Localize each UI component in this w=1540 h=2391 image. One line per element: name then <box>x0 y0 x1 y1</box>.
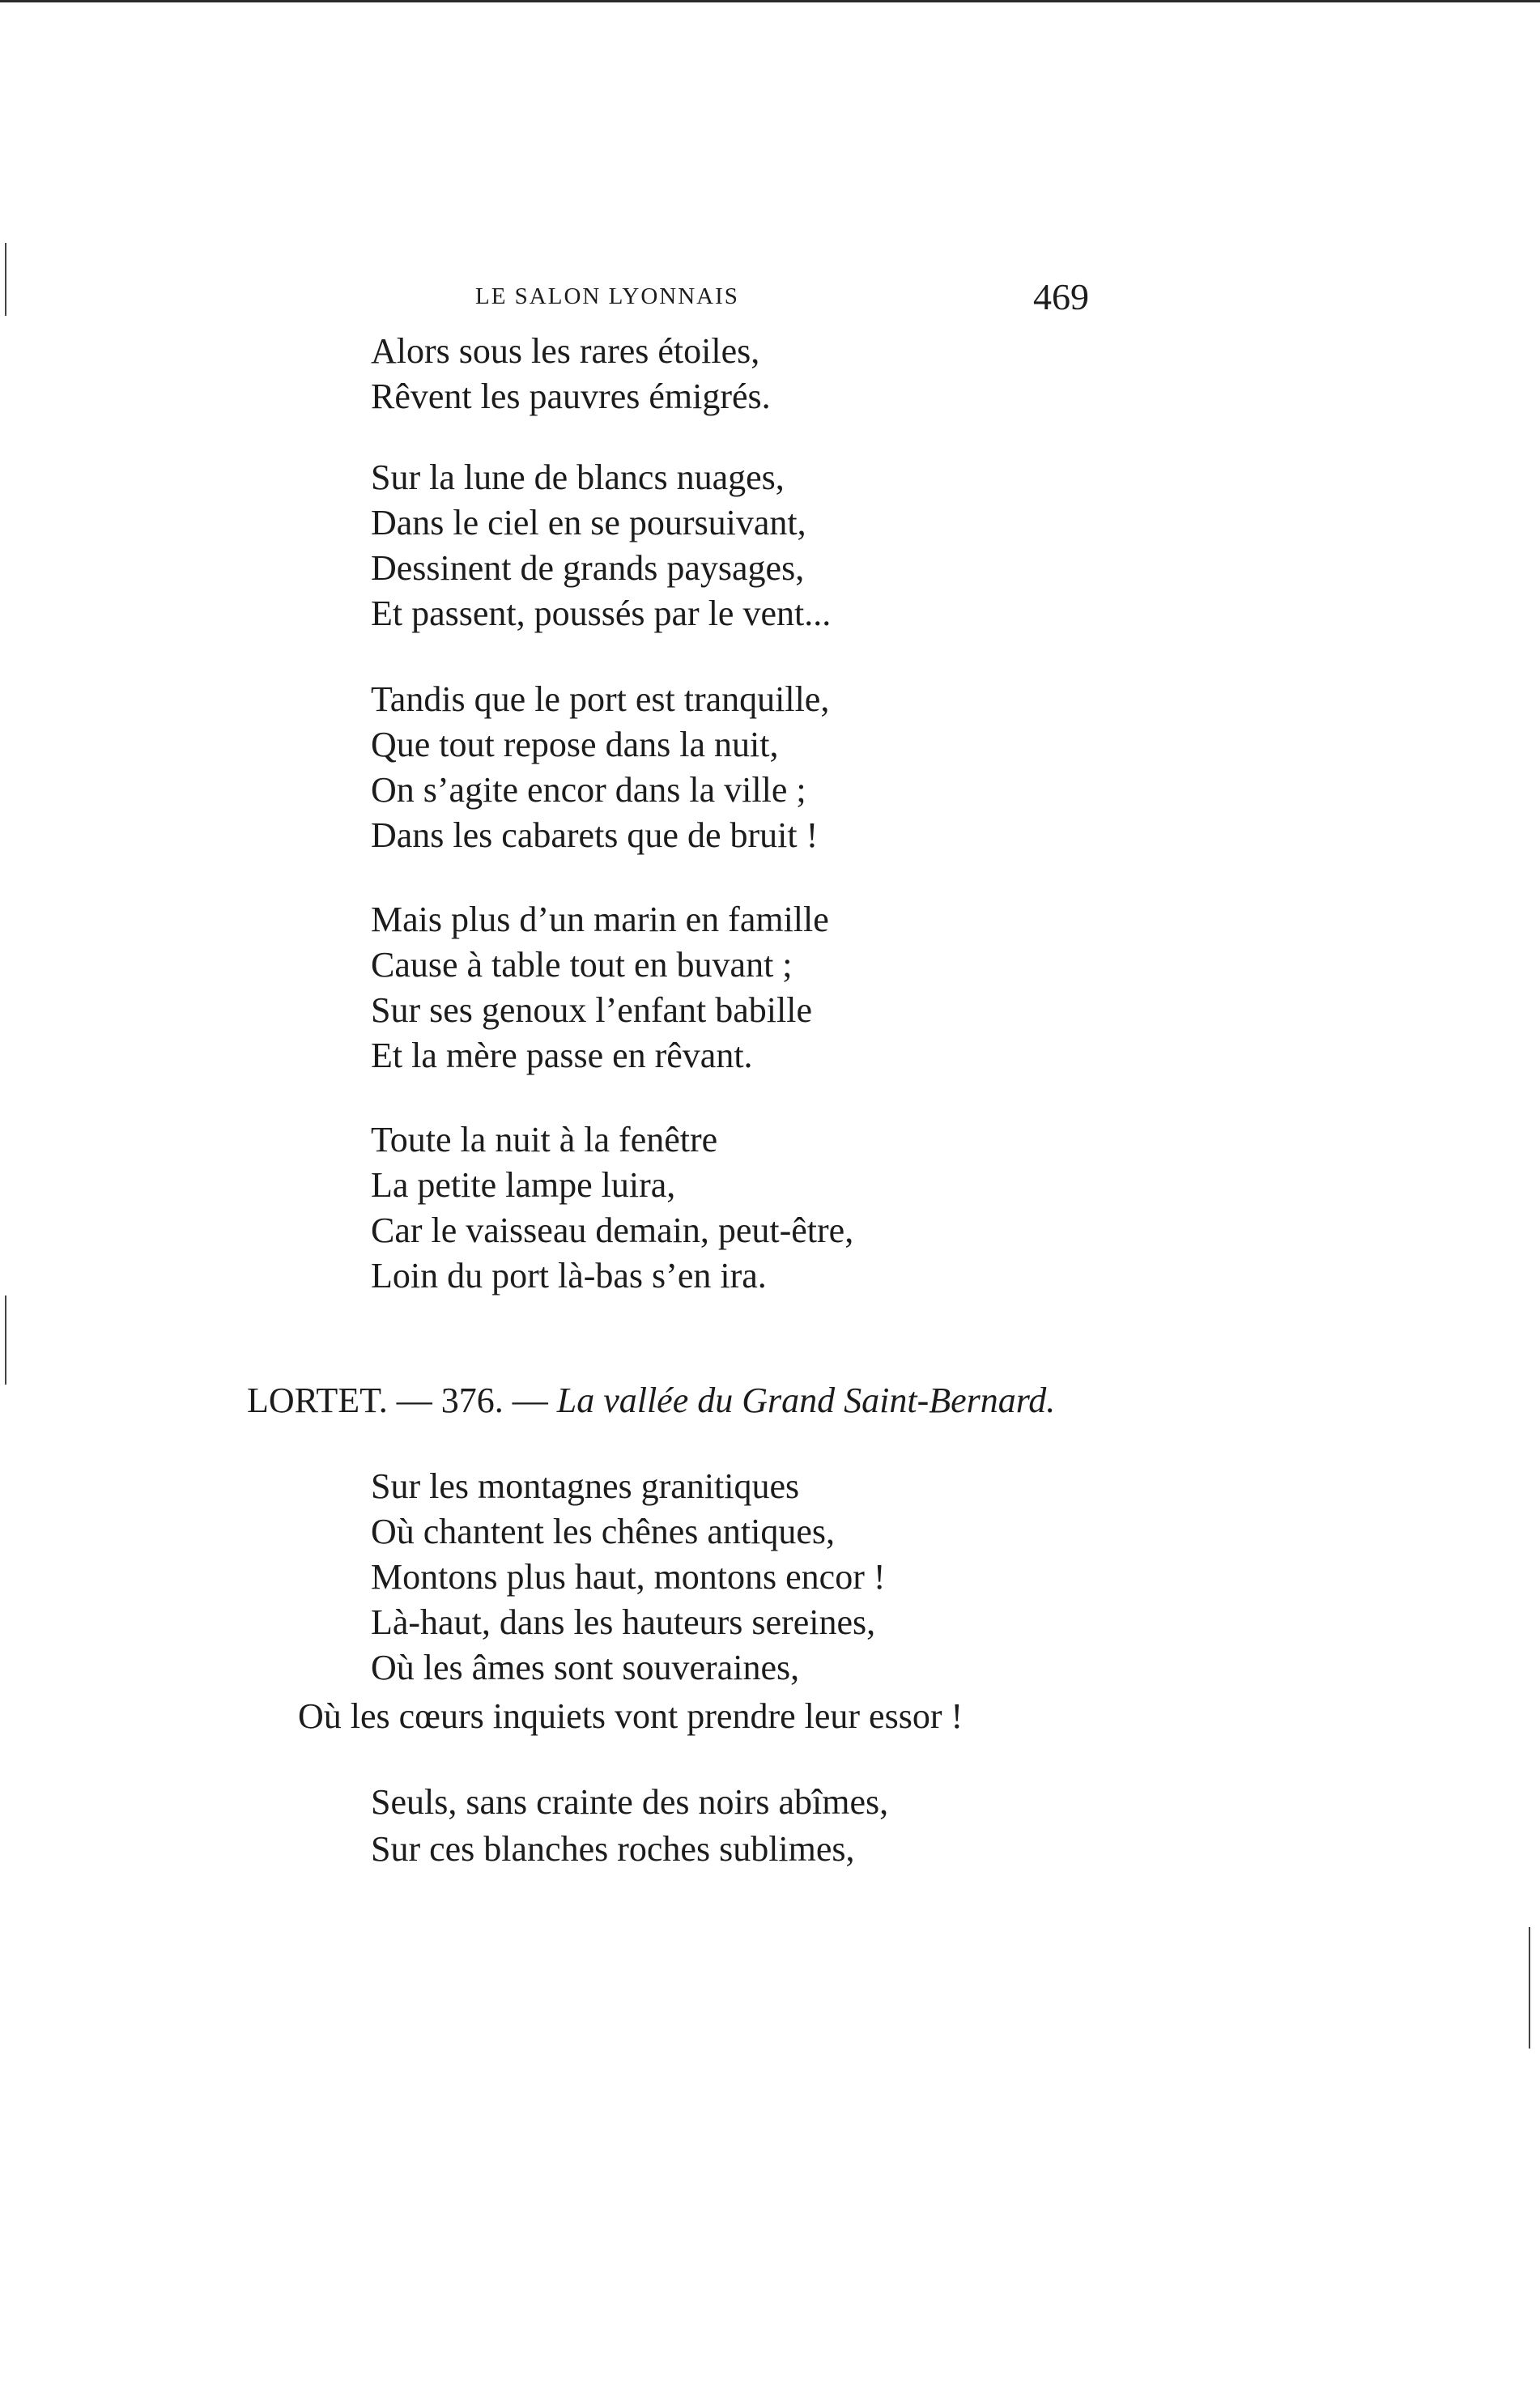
verse-line: Mais plus d’un marin en famille <box>371 900 829 939</box>
verse-line: Sur ses genoux l’enfant babille <box>371 990 812 1030</box>
verse-line: Et passent, poussés par le vent... <box>371 593 832 633</box>
entry-title: La vallée du Grand Saint-Bernard. <box>556 1381 1056 1420</box>
poem-line: Où les âmes sont souveraines, <box>371 1648 800 1687</box>
verse-line: On s’agite encor dans la ville ; <box>371 770 806 810</box>
left-edge-mark <box>5 1295 6 1385</box>
entry-heading <box>247 1376 1055 1425</box>
running-title: LE SALON LYONNAIS <box>475 283 739 309</box>
verse-line: Tandis que le port est tranquille, <box>371 679 830 719</box>
verse-line: Dans le ciel en se poursuivant, <box>371 503 806 542</box>
poem-line: Là-haut, dans les hauteurs sereines, <box>371 1602 876 1642</box>
verse-line: Dans les cabarets que de bruit ! <box>371 815 819 855</box>
verse-line: Que tout repose dans la nuit, <box>371 725 779 764</box>
running-head <box>0 275 1540 324</box>
entry-author-number: LORTET. — 376. — <box>247 1381 557 1420</box>
poem-line: Sur ces blanches roches sublimes, <box>371 1829 855 1869</box>
verse-line: Dessinent de grands paysages, <box>371 548 805 588</box>
poem-line: Sur les montagnes granitiques <box>371 1466 800 1506</box>
verse-line: Et la mère passe en rêvant. <box>371 1036 753 1075</box>
verse-line: La petite lampe luira, <box>371 1165 676 1205</box>
verse-line: Alors sous les rares étoiles, <box>371 331 760 371</box>
poem-line: Montons plus haut, montons encor ! <box>371 1557 886 1597</box>
verse-line: Cause à table tout en buvant ; <box>371 945 793 985</box>
right-edge-mark <box>1529 1927 1530 2049</box>
verse-line: Car le vaisseau demain, peut-être, <box>371 1210 854 1250</box>
verse-line: Rêvent les pauvres émigrés. <box>371 377 771 416</box>
poem-line: Où chantent les chênes antiques, <box>371 1512 836 1551</box>
page-number: 469 <box>1033 276 1089 317</box>
top-rule <box>0 0 1540 2</box>
poem-line: Où les cœurs inquiets vont prendre leur essor ! <box>298 1696 964 1736</box>
poem-line: Seuls, sans crainte des noirs abîmes, <box>371 1782 889 1822</box>
verse-line: Loin du port là-bas s’en ira. <box>371 1256 767 1295</box>
verse-line: Toute la nuit à la fenêtre <box>371 1120 718 1159</box>
verse-line: Sur la lune de blancs nuages, <box>371 457 785 497</box>
